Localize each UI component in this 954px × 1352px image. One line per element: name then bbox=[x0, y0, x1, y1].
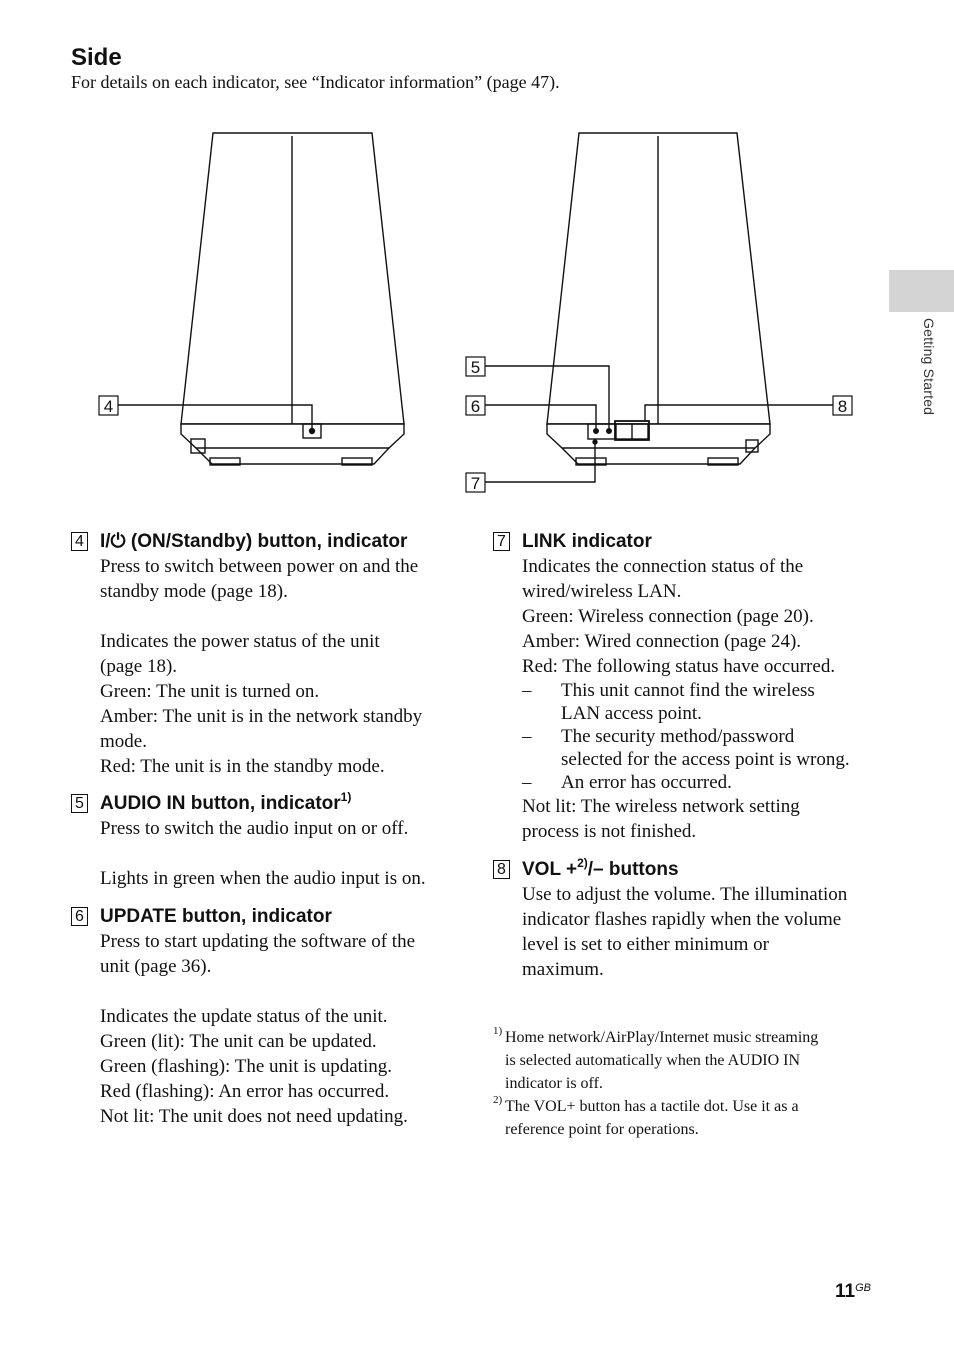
callout-6 bbox=[466, 396, 485, 416]
speaker-left-view bbox=[181, 133, 404, 465]
item-title: LINK indicator bbox=[522, 531, 652, 552]
item-heading bbox=[493, 857, 883, 882]
item-line: Amber: The unit is in the network standby bbox=[100, 706, 423, 727]
item-line: maximum. bbox=[522, 959, 604, 980]
item-body bbox=[71, 929, 461, 1129]
item-line: Not lit: The wireless network setting bbox=[522, 796, 800, 817]
svg-text:6: 6 bbox=[470, 397, 481, 416]
item-line: process is not finished. bbox=[522, 821, 697, 842]
svg-text:5: 5 bbox=[470, 358, 481, 377]
item-heading bbox=[71, 904, 461, 929]
item-line: Indicates the power status of the unit bbox=[100, 631, 380, 652]
item-title: VOL + bbox=[522, 859, 578, 880]
footnote-mark: 2) bbox=[493, 1094, 503, 1106]
page-number-suffix: GB bbox=[855, 1282, 871, 1294]
page-title: Side bbox=[71, 44, 122, 71]
item-title: UPDATE button, indicator bbox=[100, 906, 332, 927]
item-line: Green (flashing): The unit is updating. bbox=[100, 1056, 392, 1077]
item-number: 6 bbox=[71, 907, 88, 926]
item-body bbox=[493, 554, 883, 844]
item-line: Press to switch the audio input on or off. bbox=[100, 818, 409, 839]
footnotes bbox=[493, 1026, 883, 1141]
item-heading bbox=[493, 529, 883, 554]
item-line: level is set to either minimum or bbox=[522, 934, 769, 955]
item-line: Indicates the connection status of the bbox=[522, 556, 804, 577]
item-line: unit (page 36). bbox=[100, 956, 212, 977]
speaker-right-view bbox=[547, 133, 770, 465]
item-line: Green (lit): The unit can be updated. bbox=[100, 1031, 377, 1052]
footnote-1 bbox=[493, 1026, 883, 1095]
item-line: (page 18). bbox=[100, 656, 178, 677]
svg-text:8: 8 bbox=[837, 397, 848, 416]
page-number: $11^{GB}$ bbox=[835, 1281, 871, 1302]
item-line: Red (flashing): An error has occurred. bbox=[100, 1081, 390, 1102]
item-line: mode. bbox=[100, 731, 147, 752]
item-line: standby mode (page 18). bbox=[100, 581, 288, 602]
item-line: Red: The unit is in the standby mode. bbox=[100, 756, 385, 777]
footnote-line: reference point for operations. bbox=[505, 1121, 699, 1138]
item-body bbox=[71, 816, 461, 891]
footnote-line: The VOL+ button has a tactile dot. Use it as a bbox=[505, 1098, 799, 1115]
item-5 bbox=[71, 791, 461, 891]
footnote-ref: 1) bbox=[340, 790, 352, 804]
item-4 bbox=[71, 529, 461, 779]
footnote-mark: 1) bbox=[493, 1025, 503, 1037]
item-number: 7 bbox=[493, 532, 510, 551]
item-heading bbox=[71, 529, 461, 554]
item-8 bbox=[493, 857, 883, 982]
speaker-side-diagram bbox=[0, 0, 954, 500]
item-title-suffix: /– buttons bbox=[587, 859, 679, 880]
callout-5 bbox=[466, 357, 485, 377]
item-body bbox=[71, 554, 461, 779]
footnote-line: Home network/AirPlay/Internet music streaming bbox=[505, 1029, 819, 1046]
dash-item: – The security method/password selected for the access point is wrong. bbox=[522, 726, 850, 770]
item-line: Use to adjust the volume. The illumination bbox=[522, 884, 848, 905]
item-line: Not lit: The unit does not need updating. bbox=[100, 1106, 408, 1127]
item-title: AUDIO IN button, indicator bbox=[100, 793, 341, 814]
item-line: Red: The following status have occurred. bbox=[522, 656, 836, 677]
item-number: 8 bbox=[493, 860, 510, 879]
item-6 bbox=[71, 904, 461, 1129]
svg-text:7: 7 bbox=[470, 474, 481, 493]
callout-4 bbox=[99, 396, 118, 416]
intro-text: For details on each indicator, see “Indicator information” (page 47). bbox=[71, 72, 560, 92]
item-line: Green: The unit is turned on. bbox=[100, 681, 320, 702]
item-line: Indicates the update status of the unit. bbox=[100, 1006, 388, 1027]
item-line: wired/wireless LAN. bbox=[522, 581, 682, 602]
svg-text:4: 4 bbox=[103, 397, 114, 416]
right-column bbox=[493, 529, 883, 982]
item-line: Press to start updating the software of the bbox=[100, 931, 416, 952]
item-body bbox=[493, 882, 883, 982]
dash-item: – This unit cannot find the wireless LAN access point. bbox=[522, 680, 815, 724]
item-line: Green: Wireless connection (page 20). bbox=[522, 606, 814, 627]
item-line: Lights in green when the audio input is on. bbox=[100, 868, 426, 889]
footnote-line: indicator is off. bbox=[505, 1075, 603, 1092]
callout-8 bbox=[833, 396, 852, 416]
item-line: Press to switch between power on and the bbox=[100, 556, 419, 577]
section-tab-label: Getting Started bbox=[921, 318, 937, 416]
item-title: I/⏻ (ON/Standby) button, indicator bbox=[100, 531, 408, 552]
footnote-ref: 2) bbox=[577, 856, 588, 870]
callout-7 bbox=[466, 473, 485, 493]
item-heading bbox=[71, 791, 461, 816]
dash-item: – An error has occurred. bbox=[522, 772, 732, 793]
item-line: indicator flashes rapidly when the volume bbox=[522, 909, 842, 930]
item-number: 4 bbox=[71, 532, 88, 551]
footnote-2 bbox=[493, 1095, 883, 1141]
left-column bbox=[71, 529, 461, 1129]
item-line: Amber: Wired connection (page 24). bbox=[522, 631, 802, 652]
item-7 bbox=[493, 529, 883, 844]
footnote-line: is selected automatically when the AUDIO IN bbox=[505, 1052, 801, 1069]
item-number: 5 bbox=[71, 794, 88, 813]
